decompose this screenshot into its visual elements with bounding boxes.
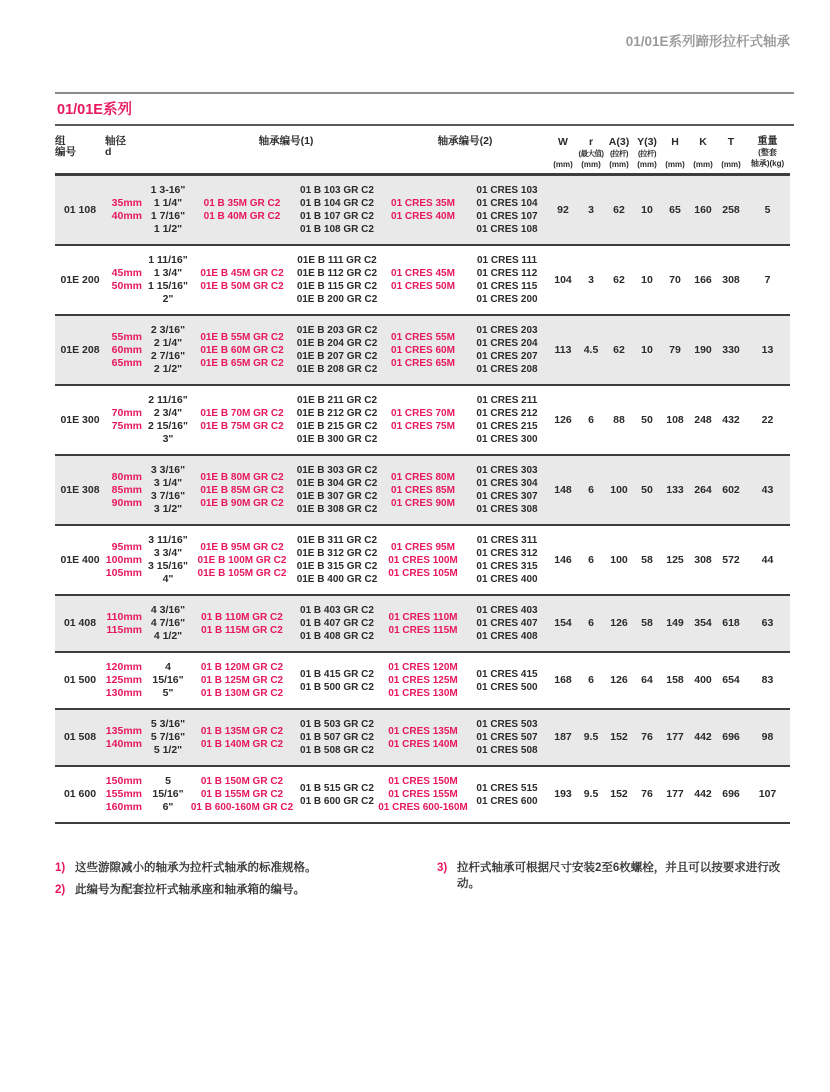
- cell-group-number: 01 508: [63, 731, 97, 743]
- cell-dim-A: 126: [610, 617, 628, 629]
- cell-bearing1-m-series: 01 B 135M GR C2 01 B 140M GR C2: [200, 725, 284, 750]
- running-header: 01/01E系列蹄形拉杆式轴承: [625, 34, 790, 49]
- cell-dim-K: 248: [694, 413, 712, 426]
- cell-bearing2-standard: 01 CRES 111 01 CRES 112 01 CRES 115 01 CRES 200: [476, 255, 538, 305]
- cell-bearing2-m-series: 01 CRES 110M 01 CRES 115M: [388, 611, 458, 636]
- cell-bearing2-m-series: 01 CRES 45M 01 CRES 50M: [391, 268, 455, 292]
- cell-bearing2-standard: 01 CRES 303 01 CRES 304 01 CRES 307 01 CRES 308: [476, 465, 538, 515]
- table-row: [55, 316, 790, 386]
- cell-dim-Y: 50: [641, 413, 653, 426]
- cell-dim-W: 92: [557, 203, 569, 216]
- cell-dim-A: 100: [610, 553, 628, 566]
- cell-bearing1-standard: 01 B 415 GR C2 01 B 500 GR C2: [300, 668, 374, 693]
- footnote-1: [55, 860, 400, 876]
- cell-bearing2-standard: 01 CRES 515 01 CRES 600: [476, 782, 538, 807]
- cell-bearing2-m-series: 01 CRES 55M 01 CRES 60M 01 CRES 65M: [391, 331, 455, 369]
- cell-bearing1-m-series: 01E B 55M GR C2 01E B 60M GR C2 01E B 65M GR C2: [200, 331, 284, 369]
- cell-dim-T: 330: [722, 343, 740, 356]
- cell-diameter-metric: 80mm 85mm 90mm: [111, 470, 142, 509]
- cell-dim-r: 6: [588, 413, 594, 426]
- cell-bearing2-m-series: 01 CRES 80M 01 CRES 85M 01 CRES 90M: [391, 471, 455, 509]
- cell-bearing1-m-series: 01 B 35M GR C2 01 B 40M GR C2: [203, 198, 281, 222]
- cell-dim-Y: 58: [641, 617, 653, 629]
- cell-dim-H: 125: [666, 553, 684, 566]
- footnote-3-number: 3): [437, 862, 448, 874]
- cell-diameter-metric: 135mm 140mm: [105, 724, 142, 750]
- cell-dim-A: 152: [610, 731, 628, 743]
- cell-diameter-metric: 120mm 125mm 130mm: [105, 661, 142, 699]
- cell-weight: 107: [758, 788, 777, 800]
- cell-weight: 43: [761, 483, 774, 496]
- cell-dim-r: 3: [588, 273, 594, 286]
- header-weight: 重量 (整套 轴承)(kg): [750, 136, 785, 168]
- cell-diameter-imperial: 5 3/16" 5 7/16" 5 1/2": [150, 718, 186, 756]
- footnote-1-text: 这些游隙减小的轴承为拉杆式轴承的标准规格。: [75, 862, 317, 874]
- cell-bearing2-standard: 01 CRES 503 01 CRES 507 01 CRES 508: [476, 719, 538, 756]
- header-dim-K: K (mm): [693, 136, 713, 169]
- cell-weight: 98: [761, 731, 774, 743]
- cell-dim-r: 6: [588, 674, 594, 686]
- footnote-1-number: 1): [55, 862, 66, 874]
- cell-dim-K: 442: [694, 731, 712, 743]
- cell-dim-W: 146: [554, 553, 572, 566]
- footnote-3-text: 拉杆式轴承可根据尺寸安装2至6枚螺栓，并且可以按要求进行改动。: [457, 862, 781, 890]
- cell-bearing1-standard: 01E B 111 GR C2 01E B 112 GR C2 01E B 115 GR C2 01E B 200 GR C2: [296, 255, 378, 305]
- cell-dim-H: 133: [666, 483, 684, 496]
- cell-dim-r: 6: [588, 483, 594, 496]
- cell-dim-r: 4.5: [583, 343, 599, 356]
- table-row: [55, 526, 790, 596]
- cell-diameter-imperial: 1 11/16" 1 3/4" 1 15/16" 2": [147, 254, 188, 305]
- cell-bearing1-standard: 01 B 503 GR C2 01 B 507 GR C2 01 B 508 GR C2: [300, 719, 374, 756]
- cell-dim-K: 400: [694, 674, 712, 686]
- cell-dim-K: 442: [694, 788, 712, 800]
- cell-dim-H: 108: [666, 413, 684, 426]
- table-row: [55, 767, 790, 824]
- cell-dim-T: 654: [722, 674, 740, 686]
- cell-bearing1-standard: 01 B 403 GR C2 01 B 407 GR C2 01 B 408 GR C2: [300, 605, 374, 642]
- cell-bearing1-standard: 01 B 515 GR C2 01 B 600 GR C2: [300, 782, 374, 807]
- cell-dim-r: 9.5: [583, 788, 599, 800]
- cell-weight: 5: [764, 203, 771, 216]
- cell-dim-H: 158: [666, 674, 684, 686]
- header-dim-W: W (mm): [553, 136, 573, 169]
- footnotes-right-column: [437, 860, 797, 898]
- cell-dim-r: 9.5: [583, 731, 599, 743]
- cell-dim-A: 152: [610, 788, 628, 800]
- cell-dim-W: 113: [554, 343, 572, 356]
- cell-diameter-metric: 110mm 115mm: [106, 610, 142, 636]
- cell-bearing1-m-series: 01E B 95M GR C2 01E B 100M GR C2 01E B 105M GR C2: [197, 541, 287, 579]
- cell-dim-A: 126: [610, 674, 628, 686]
- cell-bearing1-m-series: 01 B 150M GR C2 01 B 155M GR C2 01 B 600-160M GR C2: [190, 776, 294, 813]
- cell-group-number: 01 408: [63, 617, 97, 629]
- header-bearing-number-1: 轴承编号(1): [258, 135, 314, 147]
- cell-diameter-metric: 55mm 60mm 65mm: [111, 330, 142, 369]
- cell-bearing1-standard: 01E B 303 GR C2 01E B 304 GR C2 01E B 307 GR C2 01E B 308 GR C2: [296, 465, 378, 515]
- cell-bearing2-m-series: 01 CRES 120M 01 CRES 125M 01 CRES 130M: [388, 662, 458, 699]
- cell-bearing2-standard: 01 CRES 103 01 CRES 104 01 CRES 107 01 CRES 108: [476, 185, 538, 235]
- header-dim-T: T (mm): [721, 136, 741, 169]
- footnote-2: [55, 882, 400, 898]
- cell-weight: 44: [761, 553, 774, 566]
- cell-diameter-imperial: 3 11/16" 3 3/4" 3 15/16" 4": [147, 534, 188, 585]
- cell-dim-W: 126: [554, 413, 572, 426]
- cell-diameter-metric: 45mm 50mm: [111, 267, 142, 292]
- cell-dim-r: 6: [588, 617, 594, 629]
- section-title: 01/01E系列: [57, 102, 132, 118]
- cell-dim-T: 432: [722, 413, 740, 426]
- cell-bearing2-m-series: 01 CRES 70M 01 CRES 75M: [391, 408, 455, 432]
- cell-diameter-metric: 150mm 155mm 160mm: [105, 775, 142, 813]
- cell-diameter-metric: 35mm 40mm: [111, 197, 142, 222]
- table-row: [55, 176, 790, 246]
- cell-dim-A: 88: [613, 413, 625, 426]
- cell-bearing2-standard: 01 CRES 403 01 CRES 407 01 CRES 408: [476, 605, 538, 642]
- cell-dim-T: 602: [722, 483, 740, 496]
- cell-diameter-imperial: 2 11/16" 2 3/4" 2 15/16" 3": [147, 394, 188, 445]
- cell-dim-Y: 58: [641, 553, 653, 566]
- header-group: 组 编号: [55, 135, 76, 158]
- cell-dim-A: 62: [613, 343, 625, 356]
- cell-diameter-metric: 95mm 100mm 105mm: [105, 540, 142, 579]
- header-dim-r: r (最大值) (mm): [578, 136, 604, 169]
- cell-dim-W: 193: [554, 788, 572, 800]
- cell-dim-A: 62: [613, 203, 625, 216]
- cell-dim-A: 62: [613, 273, 625, 286]
- cell-bearing1-standard: 01 B 103 GR C2 01 B 104 GR C2 01 B 107 GR C2 01 B 108 GR C2: [300, 185, 374, 235]
- cell-group-number: 01E 300: [60, 413, 100, 426]
- cell-group-number: 01 500: [63, 674, 97, 686]
- cell-dim-T: 572: [722, 553, 740, 566]
- header-dim-Y3: Y(3) (拉杆) (mm): [637, 136, 657, 169]
- cell-dim-Y: 64: [641, 674, 653, 686]
- cell-bearing1-m-series: 01E B 80M GR C2 01E B 85M GR C2 01E B 90M GR C2: [200, 471, 284, 509]
- cell-dim-H: 177: [666, 788, 684, 800]
- header-dim-A3: A(3) (拉杆) (mm): [608, 136, 630, 169]
- cell-dim-H: 79: [669, 343, 681, 356]
- cell-dim-H: 65: [669, 203, 681, 216]
- cell-dim-W: 187: [554, 731, 572, 743]
- cell-bearing2-standard: 01 CRES 211 01 CRES 212 01 CRES 215 01 CRES 300: [476, 395, 538, 445]
- cell-dim-T: 696: [722, 788, 740, 800]
- cell-dim-W: 154: [554, 617, 572, 629]
- cell-group-number: 01E 308: [60, 483, 100, 496]
- cell-bearing1-standard: 01E B 211 GR C2 01E B 212 GR C2 01E B 215 GR C2 01E B 300 GR C2: [296, 395, 378, 445]
- cell-dim-T: 618: [722, 617, 740, 629]
- cell-diameter-imperial: 3 3/16" 3 1/4" 3 7/16" 3 1/2": [150, 464, 186, 515]
- cell-bearing2-m-series: 01 CRES 35M 01 CRES 40M: [391, 198, 455, 222]
- cell-group-number: 01E 208: [60, 343, 100, 356]
- cell-dim-r: 3: [588, 203, 594, 216]
- cell-weight: 63: [761, 617, 774, 629]
- table-row: [55, 653, 790, 710]
- footnote-2-text: 此编号为配套拉杆式轴承座和轴承箱的编号。: [75, 884, 305, 896]
- table-row: [55, 710, 790, 767]
- table-row: [55, 246, 790, 316]
- cell-bearing2-standard: 01 CRES 415 01 CRES 500: [476, 668, 538, 693]
- cell-dim-Y: 76: [641, 731, 653, 743]
- footnote-3: [437, 860, 797, 892]
- cell-diameter-imperial: 1 3-16" 1 1/4" 1 7/16" 1 1/2": [150, 184, 186, 235]
- cell-dim-r: 6: [588, 553, 594, 566]
- cell-bearing2-m-series: 01 CRES 95M 01 CRES 100M 01 CRES 105M: [388, 541, 458, 579]
- cell-dim-K: 160: [694, 203, 712, 216]
- cell-dim-K: 264: [694, 483, 712, 496]
- cell-diameter-imperial: 2 3/16" 2 1/4" 2 7/16" 2 1/2": [150, 324, 186, 375]
- table-row: [55, 596, 790, 653]
- cell-dim-T: 696: [722, 731, 740, 743]
- cell-dim-H: 177: [666, 731, 684, 743]
- cell-dim-H: 70: [669, 273, 681, 286]
- cell-dim-K: 190: [694, 343, 712, 356]
- cell-dim-Y: 10: [641, 343, 653, 356]
- cell-diameter-metric: 70mm 75mm: [111, 407, 142, 432]
- cell-bearing2-m-series: 01 CRES 150M 01 CRES 155M 01 CRES 600-160M: [378, 776, 468, 813]
- footnotes-left-column: [55, 860, 400, 904]
- cell-dim-W: 148: [554, 483, 572, 496]
- series-table: [55, 134, 790, 824]
- cell-group-number: 01E 400: [60, 553, 100, 566]
- cell-bearing1-standard: 01E B 203 GR C2 01E B 204 GR C2 01E B 207 GR C2 01E B 208 GR C2: [296, 325, 378, 375]
- table-row: [55, 386, 790, 456]
- cell-bearing2-standard: 01 CRES 311 01 CRES 312 01 CRES 315 01 CRES 400: [476, 535, 538, 585]
- cell-weight: 7: [764, 273, 771, 286]
- cell-dim-A: 100: [610, 483, 628, 496]
- header-bearing-number-2: 轴承编号(2): [437, 135, 493, 147]
- cell-bearing2-standard: 01 CRES 203 01 CRES 204 01 CRES 207 01 CRES 208: [476, 325, 538, 375]
- cell-diameter-imperial: 4 15/16" 5": [152, 661, 184, 699]
- cell-weight: 22: [761, 413, 774, 426]
- cell-dim-H: 149: [666, 617, 684, 629]
- cell-dim-Y: 76: [641, 788, 653, 800]
- section-title-band: [55, 92, 794, 126]
- cell-dim-Y: 10: [641, 273, 653, 286]
- footnote-2-number: 2): [55, 884, 66, 896]
- cell-weight: 13: [761, 343, 774, 356]
- cell-bearing1-m-series: 01 B 110M GR C2 01 B 115M GR C2: [201, 611, 283, 636]
- cell-dim-K: 308: [694, 553, 712, 566]
- cell-dim-Y: 50: [641, 483, 653, 496]
- header-shaft-diameter: 轴径 d: [105, 135, 126, 158]
- cell-bearing1-m-series: 01 B 120M GR C2 01 B 125M GR C2 01 B 130M GR C2: [200, 662, 284, 699]
- cell-bearing2-m-series: 01 CRES 135M 01 CRES 140M: [388, 725, 458, 750]
- cell-group-number: 01 600: [63, 788, 97, 800]
- cell-dim-Y: 10: [641, 203, 653, 216]
- cell-dim-K: 354: [694, 617, 712, 629]
- cell-bearing1-m-series: 01E B 45M GR C2 01E B 50M GR C2: [200, 268, 284, 292]
- cell-dim-W: 104: [554, 273, 572, 286]
- cell-dim-W: 168: [554, 674, 572, 686]
- header-dim-H: H (mm): [665, 136, 685, 169]
- cell-diameter-imperial: 4 3/16" 4 7/16" 4 1/2": [150, 604, 186, 642]
- cell-weight: 83: [761, 674, 774, 686]
- cell-dim-K: 166: [694, 273, 712, 286]
- table-row: [55, 456, 790, 526]
- cell-diameter-imperial: 5 15/16" 6": [152, 775, 184, 813]
- cell-dim-T: 308: [722, 273, 740, 286]
- cell-bearing1-standard: 01E B 311 GR C2 01E B 312 GR C2 01E B 315 GR C2 01E B 400 GR C2: [296, 535, 378, 585]
- cell-group-number: 01 108: [63, 203, 97, 216]
- cell-group-number: 01E 200: [60, 273, 100, 286]
- table-header: [55, 134, 790, 176]
- cell-dim-T: 258: [722, 203, 740, 216]
- cell-bearing1-m-series: 01E B 70M GR C2 01E B 75M GR C2: [200, 408, 284, 432]
